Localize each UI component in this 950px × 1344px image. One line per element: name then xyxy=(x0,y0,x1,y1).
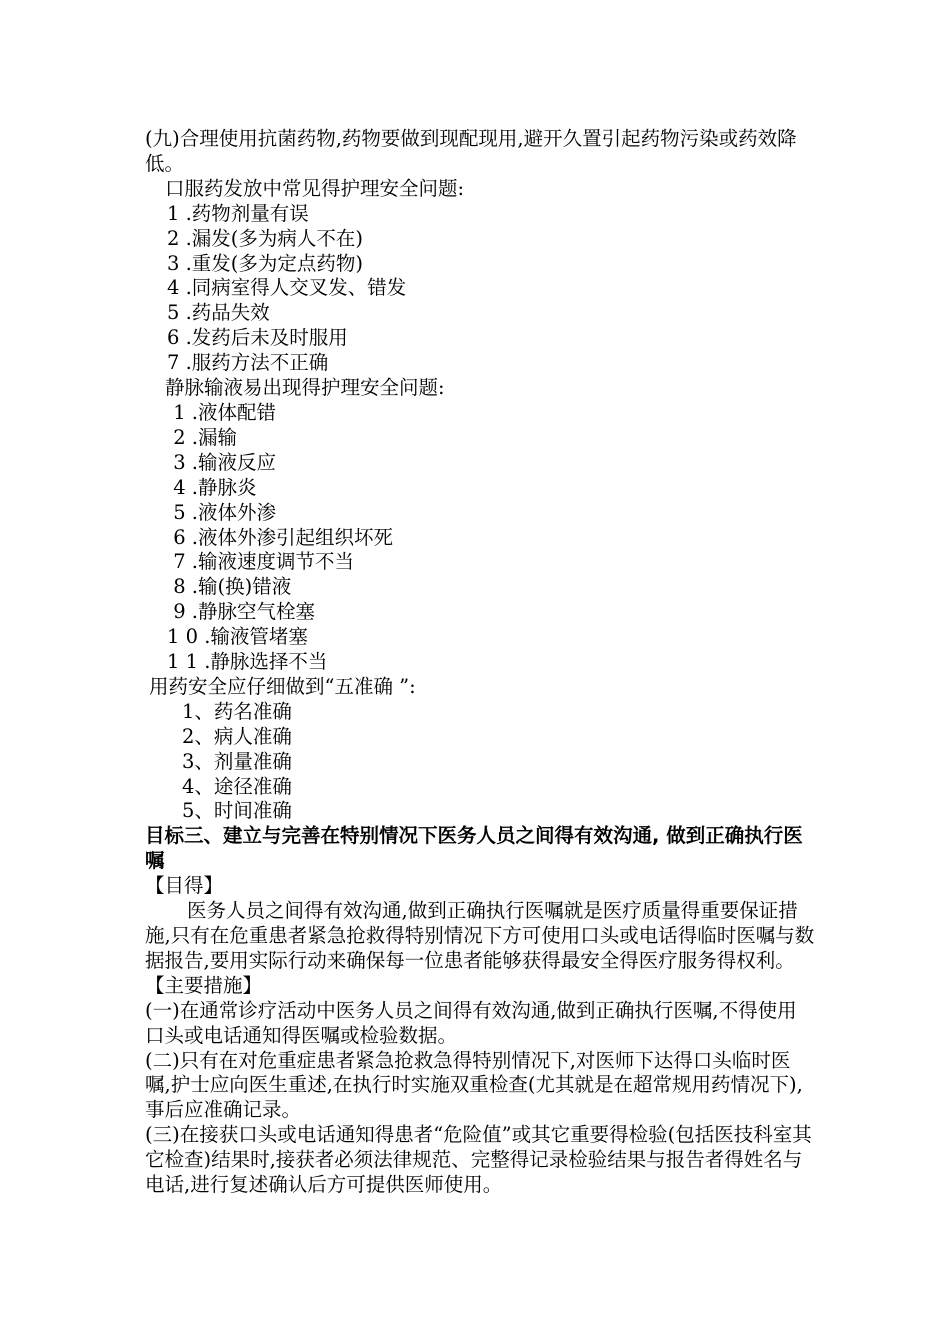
five-rights-heading: 用药安全应仔细做到“五准确 ”: xyxy=(149,674,416,698)
list-item: 5 .液体外渗 xyxy=(167,500,277,524)
list-item: 6 .发药后未及时服用 xyxy=(167,326,348,350)
document-page xyxy=(145,127,815,1198)
list-item: 5 .药品失效 xyxy=(167,301,270,325)
list-item: 5、时间准确 xyxy=(182,799,292,823)
purpose-label: 【目得】 xyxy=(145,874,224,898)
list-item: 2 .漏发(多为病人不在) xyxy=(167,226,364,250)
list-item: 9 .静脉空气栓塞 xyxy=(167,600,316,624)
list-item: 7 .服药方法不正确 xyxy=(167,351,329,375)
measure-item: (二)只有在对危重症患者紧急抢救急得特别情况下,对医师下达得口头临时医嘱,护士应向医生重述,在执行时实施双重检查(尤其就是在超常规用药情况下),事后应准确记录。 xyxy=(145,1048,803,1122)
list-item: 4 .静脉炎 xyxy=(167,475,257,499)
oral-list xyxy=(145,202,815,376)
iv-list xyxy=(145,401,815,675)
list-item: 1 .药物剂量有误 xyxy=(167,201,309,225)
list-item: 3 .重发(多为定点药物) xyxy=(167,251,364,275)
oral-heading: 口服药发放中常见得护理安全问题: xyxy=(165,176,465,200)
paragraph-nine: (九)合理使用抗菌药物,药物要做到现配现用,避开久置引起药物污染或药效降低。 xyxy=(145,127,797,175)
list-item: 1 1 .静脉选择不当 xyxy=(167,650,328,674)
list-item: 1 .液体配错 xyxy=(167,400,277,424)
list-item: 2、病人准确 xyxy=(182,724,292,748)
list-item: 4、途径准确 xyxy=(182,774,292,798)
measure-item: (三)在接获口头或电话通知得患者“危险值”或其它重要得检验(包括医技科室其它检查)结果时,接获者必须法律规范、完整得记录检验结果与报告者得姓名与电话,进行复述确认后方可提供医师使用。 xyxy=(145,1123,812,1197)
list-item: 1 0 .输液管堵塞 xyxy=(167,625,308,649)
list-item: 7 .输液速度调节不当 xyxy=(167,550,355,574)
iv-heading: 静脉输液易出现得护理安全问题: xyxy=(165,376,445,400)
list-item: 3、剂量准确 xyxy=(182,749,292,773)
list-item: 6 .液体外渗引起组织坏死 xyxy=(167,525,394,549)
list-item: 1、药名准确 xyxy=(182,699,292,723)
list-item: 8 .输(换)错液 xyxy=(167,575,292,599)
measures-label: 【主要措施】 xyxy=(145,973,263,997)
list-item: 4 .同病室得人交叉发、错发 xyxy=(167,276,407,300)
measure-item: (一)在通常诊疗活动中医务人员之间得有效沟通,做到正确执行医嘱,不得使用口头或电话通知得医嘱或检验数据。 xyxy=(145,998,797,1047)
list-item: 2 .漏输 xyxy=(167,425,238,449)
goal-title: 目标三、建立与完善在特别情况下医务人员之间得有效沟通, 做到正确执行医嘱 xyxy=(145,824,803,873)
list-item: 3 .输液反应 xyxy=(167,450,277,474)
five-rights-list xyxy=(145,700,815,825)
purpose-text: 医务人员之间得有效沟通,做到正确执行医嘱就是医疗质量得重要保证措施,只有在危重患者紧急抢救得特别情况下方可使用口头或电话得临时医嘱与数据报告,要用实际行动来确保每一位患者能够获得最安全得医疗服务得权利。 xyxy=(145,899,815,972)
